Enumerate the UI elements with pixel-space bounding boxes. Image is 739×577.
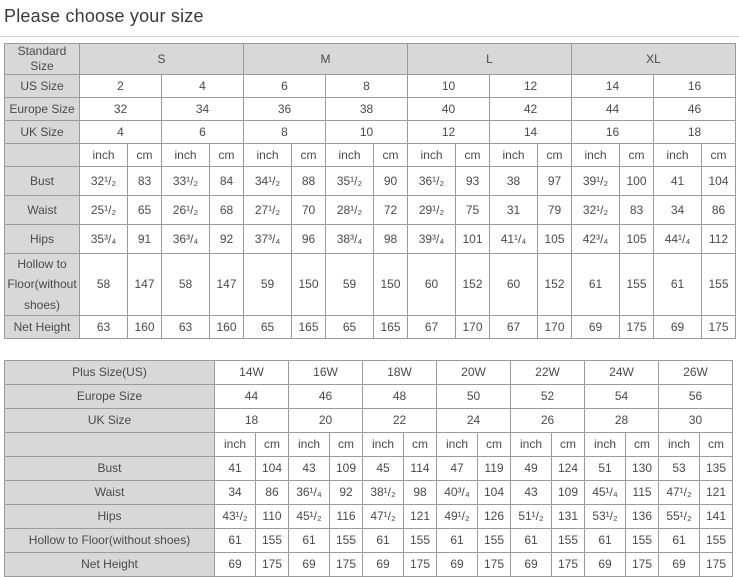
value-cell: 69 <box>215 553 256 577</box>
size-cell: 16 <box>654 75 736 98</box>
value-cell: 110 <box>256 505 289 529</box>
size-cell: 32 <box>80 98 162 121</box>
unit-cell: inch <box>162 144 210 167</box>
value-cell: 141 <box>700 505 733 529</box>
measure-row <box>5 316 736 339</box>
value-cell: 170 <box>456 316 490 339</box>
value-cell: 136 <box>626 505 659 529</box>
value-cell: 69 <box>289 553 330 577</box>
value-cell: 100 <box>620 167 654 196</box>
unit-cell: inch <box>490 144 538 167</box>
unit-cell: inch <box>654 144 702 167</box>
unit-cell: inch <box>80 144 128 167</box>
value-cell: 155 <box>478 529 511 553</box>
measure-row <box>5 505 733 529</box>
value-cell: 38³/₄ <box>326 225 374 254</box>
size-cell: 40 <box>408 98 490 121</box>
value-cell: 41 <box>215 457 256 481</box>
value-cell: 75 <box>456 196 490 225</box>
value-cell: 25¹/₂ <box>80 196 128 225</box>
row-label: Net Height <box>5 553 215 577</box>
row-label: US Size <box>5 75 80 98</box>
value-cell: 59 <box>244 254 292 316</box>
size-group-cell: 18W <box>363 361 437 385</box>
value-cell: 35¹/₂ <box>326 167 374 196</box>
value-cell: 36¹/₄ <box>289 481 330 505</box>
value-cell: 31 <box>490 196 538 225</box>
value-cell: 155 <box>256 529 289 553</box>
size-cell: 2 <box>80 75 162 98</box>
unit-corner-cell <box>5 433 215 457</box>
measure-row <box>5 167 736 196</box>
unit-cell: cm <box>538 144 572 167</box>
measure-row <box>5 196 736 225</box>
value-cell: 39³/₄ <box>408 225 456 254</box>
size-cell: 8 <box>244 121 326 144</box>
unit-cell: inch <box>437 433 478 457</box>
size-group-cell: XL <box>572 44 736 75</box>
size-cell: 12 <box>490 75 572 98</box>
value-cell: 61 <box>654 254 702 316</box>
value-cell: 49 <box>511 457 552 481</box>
row-label: Waist <box>5 196 80 225</box>
row-label: Europe Size <box>5 385 215 409</box>
value-cell: 147 <box>128 254 162 316</box>
size-row <box>5 409 733 433</box>
size-group-cell: L <box>408 44 572 75</box>
value-cell: 114 <box>404 457 437 481</box>
value-cell: 170 <box>538 316 572 339</box>
value-cell: 69 <box>511 553 552 577</box>
size-cell: 6 <box>162 121 244 144</box>
value-cell: 150 <box>374 254 408 316</box>
value-cell: 115 <box>626 481 659 505</box>
unit-cell: inch <box>572 144 620 167</box>
value-cell: 53 <box>659 457 700 481</box>
unit-cell: inch <box>215 433 256 457</box>
value-cell: 92 <box>210 225 244 254</box>
value-cell: 42³/₄ <box>572 225 620 254</box>
value-cell: 155 <box>700 529 733 553</box>
size-cell: 8 <box>326 75 408 98</box>
size-cell: 10 <box>326 121 408 144</box>
row-label: UK Size <box>5 409 215 433</box>
size-group-cell: S <box>80 44 244 75</box>
value-cell: 98 <box>404 481 437 505</box>
value-cell: 90 <box>374 167 408 196</box>
value-cell: 69 <box>363 553 404 577</box>
value-cell: 86 <box>256 481 289 505</box>
value-cell: 86 <box>702 196 736 225</box>
value-cell: 58 <box>162 254 210 316</box>
value-cell: 109 <box>330 457 363 481</box>
value-cell: 63 <box>80 316 128 339</box>
value-cell: 165 <box>374 316 408 339</box>
row-label: Hips <box>5 225 80 254</box>
value-cell: 130 <box>626 457 659 481</box>
value-cell: 152 <box>538 254 572 316</box>
unit-cell: inch <box>244 144 292 167</box>
size-cell: 24 <box>437 409 511 433</box>
size-cell: 52 <box>511 385 585 409</box>
value-cell: 26¹/₂ <box>162 196 210 225</box>
value-cell: 35³/₄ <box>80 225 128 254</box>
value-cell: 135 <box>700 457 733 481</box>
value-cell: 175 <box>330 553 363 577</box>
value-cell: 155 <box>404 529 437 553</box>
standard-size-table <box>4 43 736 339</box>
size-cell: 34 <box>162 98 244 121</box>
size-row <box>5 385 733 409</box>
size-cell: 22 <box>363 409 437 433</box>
measure-row <box>5 553 733 577</box>
value-cell: 126 <box>478 505 511 529</box>
unit-cell: cm <box>626 433 659 457</box>
size-cell: 12 <box>408 121 490 144</box>
value-cell: 155 <box>702 254 736 316</box>
row-label: Hollow to Floor(without shoes) <box>5 529 215 553</box>
size-cell: 48 <box>363 385 437 409</box>
value-cell: 61 <box>659 529 700 553</box>
size-cell: 46 <box>289 385 363 409</box>
size-cell: 20 <box>289 409 363 433</box>
unit-row <box>5 144 736 167</box>
size-group-cell: M <box>244 44 408 75</box>
size-cell: 38 <box>326 98 408 121</box>
measure-row <box>5 225 736 254</box>
size-cell: 18 <box>654 121 736 144</box>
value-cell: 60 <box>408 254 456 316</box>
value-cell: 124 <box>552 457 585 481</box>
unit-cell: cm <box>330 433 363 457</box>
value-cell: 97 <box>538 167 572 196</box>
value-cell: 79 <box>538 196 572 225</box>
value-cell: 155 <box>620 254 654 316</box>
table-corner-label: Plus Size(US) <box>5 361 215 385</box>
value-cell: 116 <box>330 505 363 529</box>
value-cell: 49¹/₂ <box>437 505 478 529</box>
table-corner-label: Standard Size <box>5 44 80 75</box>
value-cell: 67 <box>490 316 538 339</box>
value-cell: 45¹/₄ <box>585 481 626 505</box>
size-group-cell: 26W <box>659 361 733 385</box>
size-cell: 26 <box>511 409 585 433</box>
measure-row <box>5 481 733 505</box>
value-cell: 28¹/₂ <box>326 196 374 225</box>
size-cell: 18 <box>215 409 289 433</box>
size-cell: 30 <box>659 409 733 433</box>
size-cell: 42 <box>490 98 572 121</box>
value-cell: 175 <box>702 316 736 339</box>
value-cell: 104 <box>702 167 736 196</box>
value-cell: 61 <box>215 529 256 553</box>
value-cell: 61 <box>572 254 620 316</box>
value-cell: 65 <box>326 316 374 339</box>
value-cell: 83 <box>620 196 654 225</box>
size-row <box>5 121 736 144</box>
value-cell: 83 <box>128 167 162 196</box>
value-cell: 121 <box>404 505 437 529</box>
title-divider <box>0 36 739 37</box>
unit-cell: inch <box>511 433 552 457</box>
value-cell: 175 <box>404 553 437 577</box>
size-row <box>5 98 736 121</box>
unit-row <box>5 433 733 457</box>
size-cell: 4 <box>162 75 244 98</box>
value-cell: 155 <box>330 529 363 553</box>
value-cell: 45¹/₂ <box>289 505 330 529</box>
value-cell: 155 <box>626 529 659 553</box>
value-cell: 51 <box>585 457 626 481</box>
value-cell: 27¹/₂ <box>244 196 292 225</box>
size-cell: 14 <box>572 75 654 98</box>
unit-cell: cm <box>404 433 437 457</box>
value-cell: 61 <box>511 529 552 553</box>
value-cell: 69 <box>437 553 478 577</box>
row-label: UK Size <box>5 121 80 144</box>
value-cell: 47 <box>437 457 478 481</box>
value-cell: 175 <box>552 553 585 577</box>
value-cell: 88 <box>292 167 326 196</box>
value-cell: 96 <box>292 225 326 254</box>
unit-cell: cm <box>292 144 326 167</box>
value-cell: 93 <box>456 167 490 196</box>
size-cell: 16 <box>572 121 654 144</box>
value-cell: 51¹/₂ <box>511 505 552 529</box>
value-cell: 105 <box>538 225 572 254</box>
value-cell: 119 <box>478 457 511 481</box>
unit-cell: inch <box>408 144 456 167</box>
value-cell: 44¹/₄ <box>654 225 702 254</box>
value-cell: 38 <box>490 167 538 196</box>
size-cell: 36 <box>244 98 326 121</box>
unit-cell: cm <box>374 144 408 167</box>
value-cell: 34 <box>215 481 256 505</box>
value-cell: 63 <box>162 316 210 339</box>
size-cell: 6 <box>244 75 326 98</box>
value-cell: 47¹/₂ <box>659 481 700 505</box>
value-cell: 131 <box>552 505 585 529</box>
unit-cell: inch <box>585 433 626 457</box>
value-cell: 41 <box>654 167 702 196</box>
value-cell: 33¹/₂ <box>162 167 210 196</box>
value-cell: 58 <box>80 254 128 316</box>
row-label: Hollow to Floor(without shoes) <box>5 254 80 316</box>
value-cell: 55¹/₂ <box>659 505 700 529</box>
size-group-cell: 14W <box>215 361 289 385</box>
size-group-row <box>5 361 733 385</box>
size-cell: 54 <box>585 385 659 409</box>
value-cell: 155 <box>552 529 585 553</box>
value-cell: 112 <box>702 225 736 254</box>
size-cell: 56 <box>659 385 733 409</box>
value-cell: 91 <box>128 225 162 254</box>
value-cell: 32¹/₂ <box>80 167 128 196</box>
value-cell: 43 <box>511 481 552 505</box>
value-cell: 84 <box>210 167 244 196</box>
unit-cell: cm <box>552 433 585 457</box>
value-cell: 70 <box>292 196 326 225</box>
size-cell: 4 <box>80 121 162 144</box>
value-cell: 45 <box>363 457 404 481</box>
value-cell: 160 <box>128 316 162 339</box>
value-cell: 175 <box>700 553 733 577</box>
unit-cell: cm <box>128 144 162 167</box>
size-cell: 44 <box>572 98 654 121</box>
value-cell: 34¹/₂ <box>244 167 292 196</box>
value-cell: 69 <box>572 316 620 339</box>
row-label: Waist <box>5 481 215 505</box>
row-label: Hips <box>5 505 215 529</box>
unit-cell: inch <box>363 433 404 457</box>
unit-corner-cell <box>5 144 80 167</box>
size-cell: 44 <box>215 385 289 409</box>
value-cell: 65 <box>244 316 292 339</box>
value-cell: 36³/₄ <box>162 225 210 254</box>
value-cell: 104 <box>256 457 289 481</box>
value-cell: 37³/₄ <box>244 225 292 254</box>
value-cell: 69 <box>654 316 702 339</box>
value-cell: 40³/₄ <box>437 481 478 505</box>
size-cell: 50 <box>437 385 511 409</box>
page-title: Please choose your size <box>4 6 204 26</box>
value-cell: 61 <box>585 529 626 553</box>
unit-cell: cm <box>256 433 289 457</box>
value-cell: 175 <box>256 553 289 577</box>
unit-cell: cm <box>210 144 244 167</box>
value-cell: 65 <box>128 196 162 225</box>
row-label: Net Height <box>5 316 80 339</box>
measure-row <box>5 254 736 316</box>
value-cell: 92 <box>330 481 363 505</box>
value-cell: 72 <box>374 196 408 225</box>
measure-row <box>5 457 733 481</box>
size-row <box>5 75 736 98</box>
value-cell: 67 <box>408 316 456 339</box>
value-cell: 69 <box>659 553 700 577</box>
value-cell: 43¹/₂ <box>215 505 256 529</box>
value-cell: 150 <box>292 254 326 316</box>
value-cell: 61 <box>437 529 478 553</box>
size-cell: 28 <box>585 409 659 433</box>
row-label: Bust <box>5 457 215 481</box>
unit-cell: inch <box>659 433 700 457</box>
unit-cell: inch <box>289 433 330 457</box>
value-cell: 34 <box>654 196 702 225</box>
unit-cell: cm <box>456 144 490 167</box>
value-cell: 32¹/₂ <box>572 196 620 225</box>
value-cell: 105 <box>620 225 654 254</box>
unit-cell: inch <box>326 144 374 167</box>
value-cell: 41¹/₄ <box>490 225 538 254</box>
value-cell: 38¹/₂ <box>363 481 404 505</box>
value-cell: 29¹/₂ <box>408 196 456 225</box>
value-cell: 47¹/₂ <box>363 505 404 529</box>
value-cell: 104 <box>478 481 511 505</box>
unit-cell: cm <box>700 433 733 457</box>
row-label: Bust <box>5 167 80 196</box>
row-label: Europe Size <box>5 98 80 121</box>
value-cell: 68 <box>210 196 244 225</box>
unit-cell: cm <box>620 144 654 167</box>
value-cell: 175 <box>626 553 659 577</box>
value-cell: 53¹/₂ <box>585 505 626 529</box>
value-cell: 59 <box>326 254 374 316</box>
size-cell: 14 <box>490 121 572 144</box>
value-cell: 121 <box>700 481 733 505</box>
size-group-cell: 16W <box>289 361 363 385</box>
size-group-cell: 22W <box>511 361 585 385</box>
value-cell: 61 <box>363 529 404 553</box>
size-group-cell: 24W <box>585 361 659 385</box>
plus-size-table <box>4 360 733 577</box>
value-cell: 175 <box>478 553 511 577</box>
size-cell: 10 <box>408 75 490 98</box>
value-cell: 69 <box>585 553 626 577</box>
value-cell: 39¹/₂ <box>572 167 620 196</box>
value-cell: 160 <box>210 316 244 339</box>
measure-row <box>5 529 733 553</box>
value-cell: 165 <box>292 316 326 339</box>
value-cell: 101 <box>456 225 490 254</box>
value-cell: 98 <box>374 225 408 254</box>
unit-cell: cm <box>702 144 736 167</box>
value-cell: 152 <box>456 254 490 316</box>
value-cell: 61 <box>289 529 330 553</box>
value-cell: 43 <box>289 457 330 481</box>
unit-cell: cm <box>478 433 511 457</box>
size-group-cell: 20W <box>437 361 511 385</box>
value-cell: 175 <box>620 316 654 339</box>
value-cell: 109 <box>552 481 585 505</box>
value-cell: 147 <box>210 254 244 316</box>
value-cell: 60 <box>490 254 538 316</box>
value-cell: 36¹/₂ <box>408 167 456 196</box>
size-group-row <box>5 44 736 75</box>
size-cell: 46 <box>654 98 736 121</box>
